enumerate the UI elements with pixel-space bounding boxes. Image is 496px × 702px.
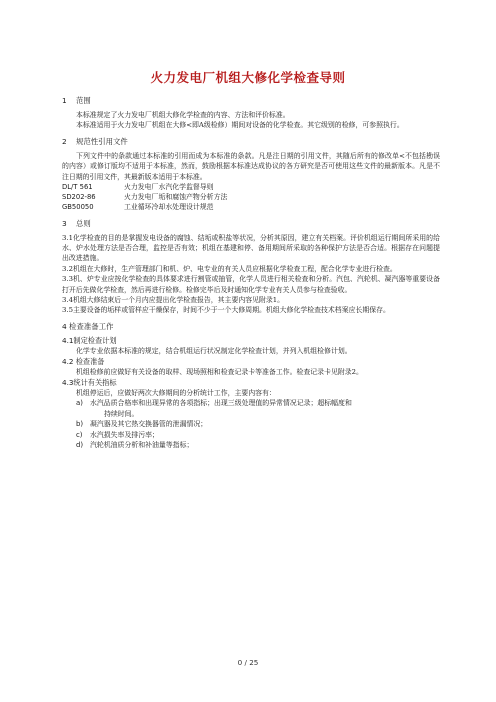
- reference-item: SD202-86 火力发电厂垢和腐蚀产物分析方法: [62, 193, 228, 202]
- list-item: b) 凝汽器及其它热交换器管的泄漏情况；: [76, 420, 208, 429]
- list-item: a) 水汽品质合格率和出现异常的各项指标；出现三级处理值的异常情况记录；超标幅度和: [76, 399, 352, 408]
- item-list: [62, 398, 440, 450]
- subsection-heading: 4.3统计有关指标: [62, 377, 117, 387]
- section-heading: 3 总则: [62, 218, 91, 228]
- paragraph: 3.4机组大修结束后一个月内应提出化学检查报告，其主要内容见附录1。: [62, 296, 285, 305]
- section-heading: 1 范围: [62, 96, 91, 105]
- subsection-heading: 4.2 检查准备: [62, 356, 105, 366]
- paragraph: 化学专业依据本标准的规定，结合机组运行状况制定化学检查计划，并列入机组检修计划。: [76, 347, 352, 356]
- section-heading: 2 规范性引用文件: [62, 136, 128, 146]
- reference-item: GB50050 工业循环冷却水处理设计规范: [62, 203, 214, 212]
- paragraph: 3.5主要设备的垢样或管样应干燥保存，时间不少于一个大修周期。机组大修化学检查技术档案应长期保存。: [62, 306, 390, 315]
- paragraph: 下列文件中的条款通过本标准的引用而成为本标准的条款。凡是注日期的引用文件，其随后所有的修改单<不包括勘误的内容）或修订版均不适用于本标准，然而，鼓励根据本标准达成协议的各方研究是否可使用这些文件的最新版本。凡是不注日期的引用文件，其最新版本适用于本标准。: [62, 151, 440, 181]
- page-number: 0 / 25: [237, 658, 259, 667]
- paragraph: 3.1化学检查的目的是掌握发电设备的腐蚀、结垢或积盐等状况，分析其原因，建立有关档案。评价机组运行期间所采用的给水、炉水处理方法是否合理，监控是否有效；机组在基建和停、备用期间所采取的各种保护方法是否合适。根据存在问题提出改进措施。: [62, 233, 440, 263]
- list-item-continuation: 持续时间。: [104, 409, 139, 418]
- document-body: [62, 96, 440, 450]
- reference-item: DL/T 561 火力发电厂水汽化学监督导则: [62, 183, 214, 192]
- paragraph: 3.2机组在大修时，生产管理部门和机、炉、电专业的有关人员应根据化学检查工程，配合化学专业进行检查。: [62, 264, 397, 273]
- paragraph: 本标准适用于火力发电厂机组在大修<即A级检修）期间对设备的化学检查。其它级别的检修，可参照执行。: [76, 121, 404, 130]
- subsection-heading: 4.1制定检查计划: [62, 335, 117, 345]
- section-heading: 4 检查准备工作: [62, 321, 114, 331]
- paragraph: 机组停运后，应做好两次大修期间的分析统计工作，主要内容有：: [76, 388, 276, 397]
- list-item: d) 汽轮机油质分析和补油量等指标；: [76, 440, 194, 449]
- paragraph: 机组检修前应做好有关设备的取样、现场照相和检查记录卡等准备工作。检查记录卡见附录2。: [76, 368, 363, 377]
- paragraph: 3.3机、炉专业应按化学检查的具体要求进行割管或抽管，化学人员进行相关检查和分析。汽包、汽轮机、凝汽器等重要设备打开后先做化学检查，然后再进行检修。检修完毕后及时通知化学专业有关人员参与检查验收。: [62, 275, 440, 294]
- list-item: c) 水汽损失率及排污率；: [76, 430, 159, 439]
- paragraph: 本标准规定了火力发电厂机组大修化学检查的内容、方法和评价标准。: [76, 111, 290, 119]
- document-title: 火力发电厂机组大修化学检查导则: [150, 70, 346, 85]
